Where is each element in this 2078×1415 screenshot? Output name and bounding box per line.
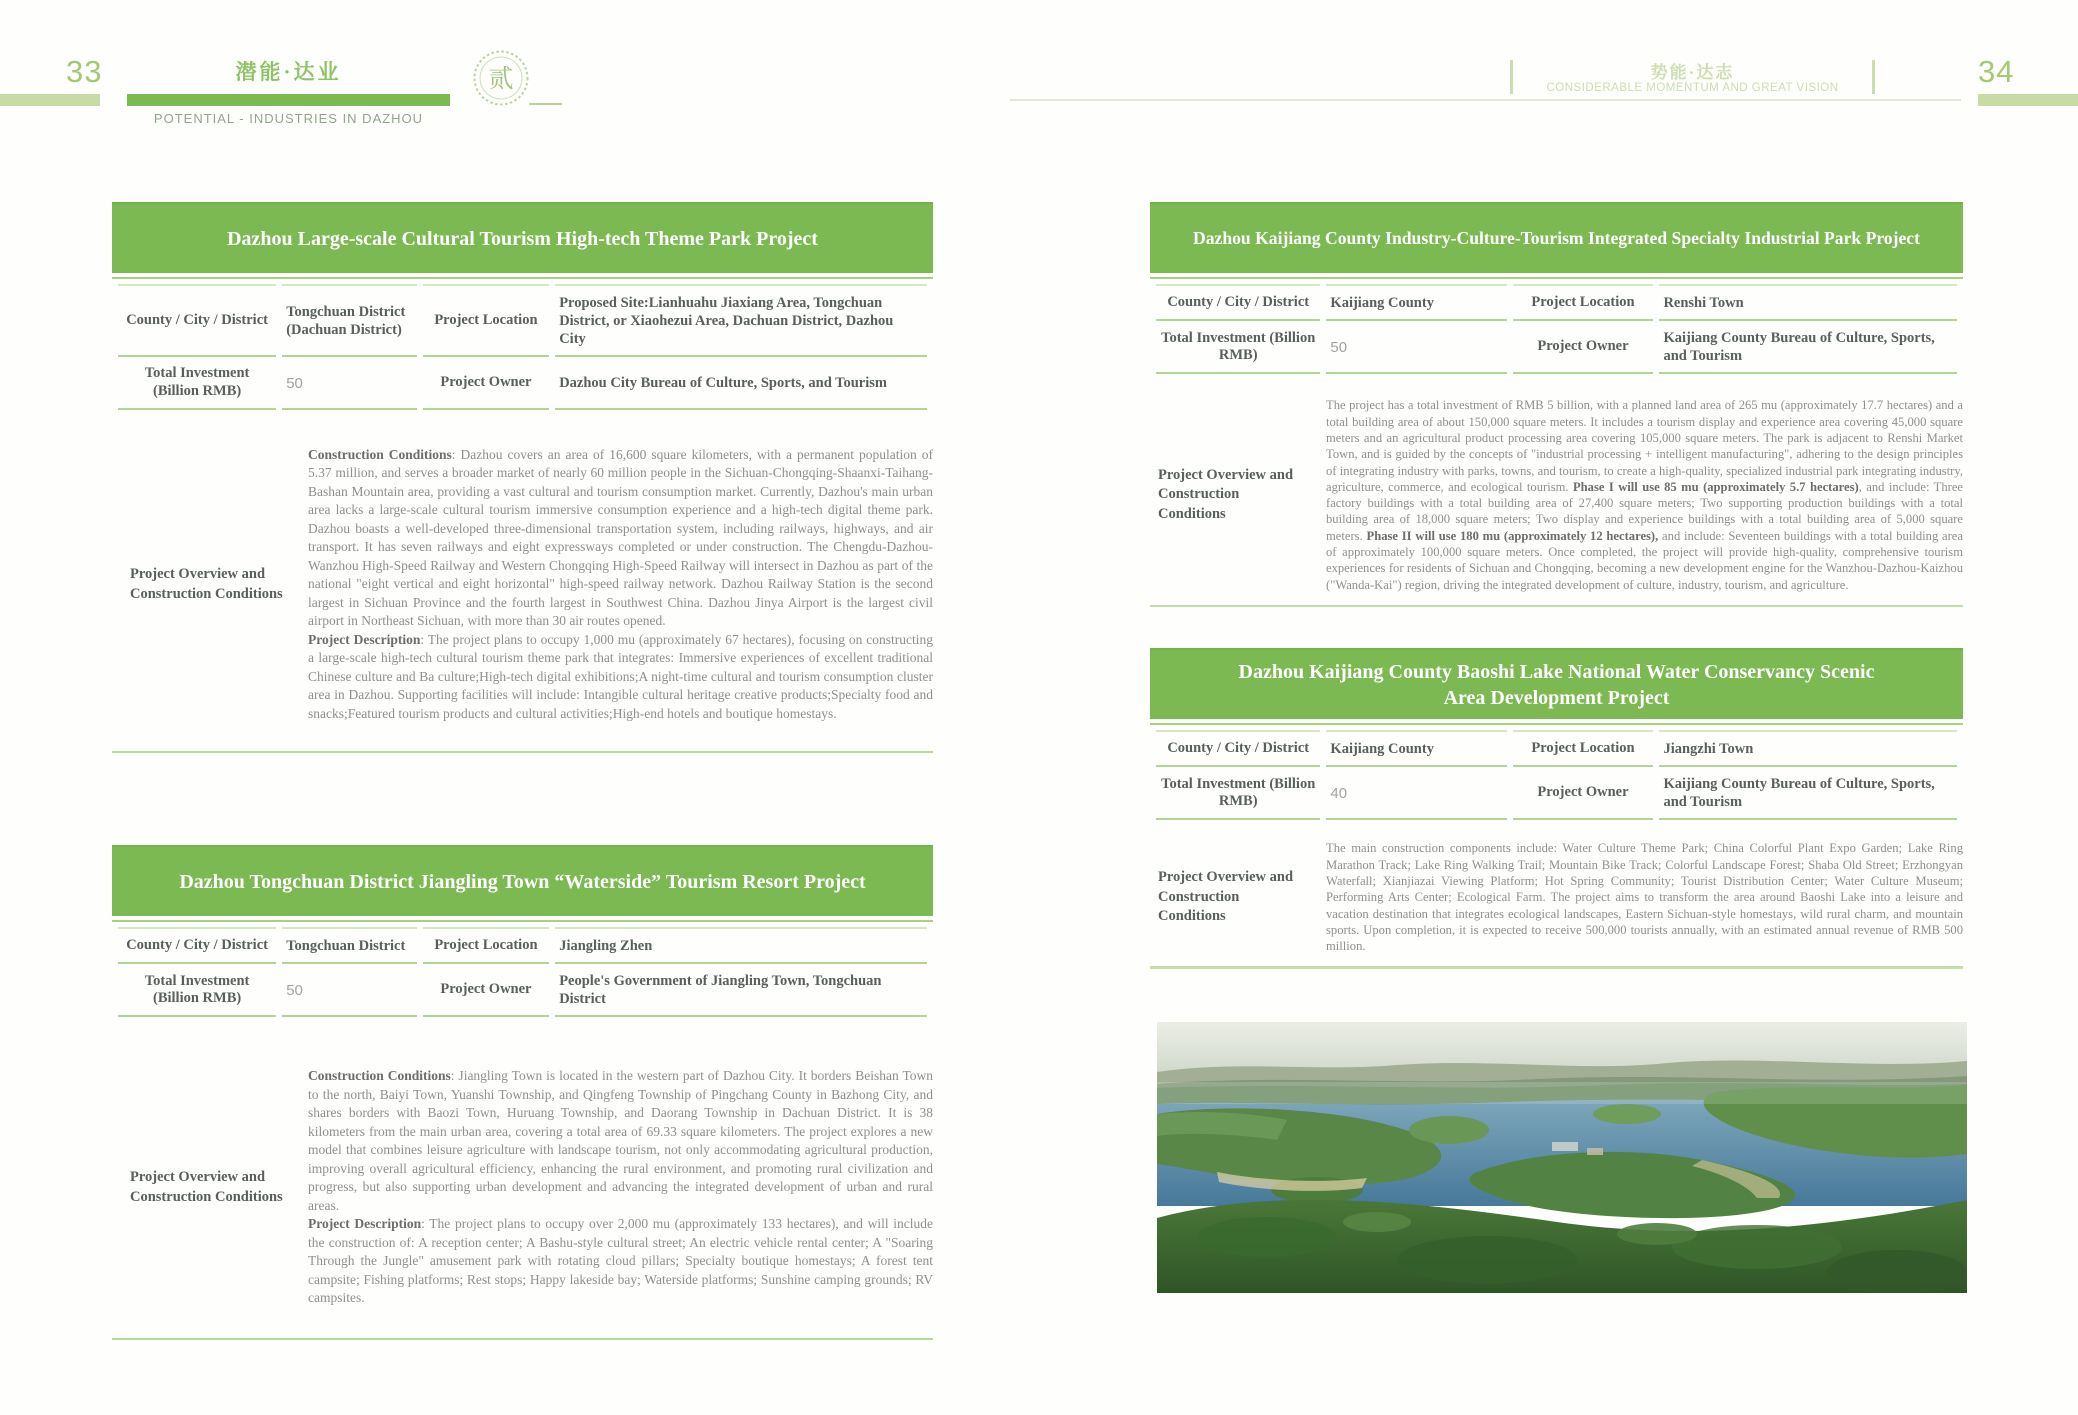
title-underline [112,277,933,279]
cell-location-label: Project Location [423,284,550,357]
cell-investment-value: 50 [282,357,416,409]
overview-text [1326,840,1963,954]
page-number-right: 34 [1978,54,2015,89]
overview-paragraph: The main construction components include: Water Culture Theme Park; China Colorful Plant Expo Garden; Lake Ring Marathon Track; Lake Ring Walking Trail; Mountain Bike Track; Colorful Landscape Forest; Shaba Old Street; Erzhongyan Waterfall; Xianjiazai Viewing Platform; Hot Spring Community; Tourist Distribution Center; Water Culture Museum; Performing Arts Center; Ecological Farm. The project aims to transform the area around Baoshi Lake into a leisure and vacation destination that integrates ecological landscapes, Eastern Sichuan-style homestays, wild rural charm, and mountain sports. Upon completion, it is expected to receive 500,000 tourists annually, with an estimated annual revenue of RMB 500 million. [1326,841,1963,954]
project-title-bar: Dazhou Large-scale Cultural Tourism High-tech Theme Park Project [112,202,933,273]
section-divider [1150,605,1963,607]
project-section [112,845,933,1340]
table-row [1156,284,1957,321]
left-header-bar [127,94,450,106]
cell-investment-label: Total Investment (Billion RMB) [1156,321,1320,374]
cell-county-label: County / City / District [118,927,276,964]
project-title-bar: Dazhou Kaijiang County Baoshi Lake National Water Conservancy Scenic Area Development Project [1150,648,1963,719]
cell-investment-value: 40 [1326,767,1506,820]
overview-paragraph: Construction Conditions: Jiangling Town is located in the western part of Dazhou City. It borders Beishan Town to the north, Baiyi Town, Yuanshi Township, and Qingfeng Township of Pingchang County in Bazhong City, and shares borders with Baozi Town, Huruang Township, and Daorang Township in Dachuan District. It is 38 kilometers from the main urban area, covering a total area of 69.33 square kilometers. The project explores a new model that combines leisure agriculture with landscape tourism, not only accommodating agricultural production, improving overall agricultural efficiency, enhancing the rural environment, and promoting rural civilization and progress, but also supporting urban development and advancing the integrated development of urban and rural areas. [308,1068,933,1213]
section-divider [112,751,933,753]
cell-owner-label: Project Owner [1513,321,1654,374]
seal-character: 贰 [488,66,514,93]
cell-owner-label: Project Owner [423,964,550,1017]
overview-row [112,1067,933,1308]
cell-county-value: Tongchuan District (Dachuan District) [282,284,416,357]
cell-investment-label: Total Investment (Billion RMB) [118,357,276,409]
overview-row [112,446,933,724]
cell-county-value: Kaijiang County [1326,284,1506,321]
table-row [118,284,927,357]
overview-label: Project Overview and Construction Conditions [130,565,283,602]
table-row [1156,730,1957,767]
overview-row [1150,397,1963,593]
overview-paragraph: Project Description: The project plans to occupy over 2,000 mu (approximately 133 hectares), and will include the construction of: A reception center; A Bashu-style cultural street; An electric vehicle rental center; A "Soaring Through the Jungle" amusement park with rotating cloud pillars; Specialty boutique homestays; A forest tent campsite; Fishing platforms; Rest stops; Happy lakeside bay; Waterside platforms; Sunshine camping grounds; RV campsites. [308,1216,933,1306]
right-header-right-tick [1872,60,1875,94]
right-header-title-zh: 势能·达志 [1650,63,1735,82]
cell-location-value: Jiangzhi Town [1659,730,1957,767]
table-row [118,357,927,409]
page-number-left: 33 [66,54,103,89]
table-row [1156,321,1957,374]
cell-county-label: County / City / District [1156,730,1320,767]
cell-location-label: Project Location [423,927,550,964]
cell-owner-label: Project Owner [1513,767,1654,820]
project-section [1150,648,1963,969]
cell-location-label: Project Location [1513,730,1654,767]
cell-location-label: Project Location [1513,284,1654,321]
overview-label: Project Overview and Construction Conditions [1158,466,1294,522]
overview-label: Project Overview and Construction Conditions [130,1169,283,1205]
left-header-title-zh: 潜能·达业 [235,60,342,84]
cell-county-value: Kaijiang County [1326,730,1506,767]
title-underline [1150,277,1963,279]
cell-owner-value: Kaijiang County Bureau of Culture, Sports, and Tourism [1659,321,1957,374]
cell-owner-label: Project Owner [423,357,550,409]
project-info-table [112,284,933,410]
project-info-table [1150,284,1963,374]
project-title-bar: Dazhou Kaijiang County Industry-Culture-Tourism Integrated Specialty Industrial Park Project [1150,202,1963,273]
cell-owner-value: Dazhou City Bureau of Culture, Sports, and Tourism [555,357,927,409]
project-section [112,202,933,753]
project-info-table [112,927,933,1017]
project-info-table [1150,730,1963,820]
cell-location-value: Jiangling Zhen [555,927,927,964]
baoshi-lake-aerial-photo [1157,1022,1967,1293]
overview-paragraph: The project has a total investment of RMB 5 billion, with a planned land area of 265 mu (approximately 17.7 hectares) and a total building area of about 150,000 square meters. It includes a tourism display and experience area covering 45,000 square meters and an agricultural product processing area covering 105,000 square meters. The park is adjacent to Renshi Market Town, and is guided by the concepts of "industrial processing + intelligent manufacturing", adhering to the design principles of integrating industry with parks, towns, and tourism, to create a high-quality, specialized industrial park integrating industry, agriculture, commerce, and ecological tourism. Phase I will use 85 mu (approximately 5.7 hectares), and include: Three factory buildings with a total building area of 27,400 square meters; Two supporting production buildings with a total building area of 18,000 square meters; Two display and experience buildings with a total building area of 5,000 square meters. Phase II will use 180 mu (approximately 12 hectares), and include: Seventeen buildings with a total building area of approximately 100,000 square meters. Once completed, the project will provide high-quality, comprehensive tourism experiences for residents of Sichuan and Chongqing, becoming a new development engine for the Wanzhou-Dazhou-Kaizhou ("Wanda-Kai") region, driving the integrated development of culture, industry, tourism, and agriculture. [1326,398,1964,592]
overview-label: Project Overview and Construction Conditions [1158,869,1294,925]
title-underline [112,920,933,922]
left-header-subtitle-en: POTENTIAL - INDUSTRIES IN DAZHOU [153,111,424,126]
table-row [118,927,927,964]
table-row [118,964,927,1017]
cell-county-label: County / City / District [1156,284,1320,321]
overview-text [308,446,933,724]
section-divider [112,1338,933,1340]
cell-owner-value: People's Government of Jiangling Town, Tongchuan District [555,964,927,1017]
overview-paragraph: Project Description: The project plans to occupy 1,000 mu (approximately 67 hectares), focusing on constructing a large-scale high-tech cultural tourism theme park that integrates: Immersive experiences of excellent traditional Chinese culture and Ba culture;High-tech digital exhibitions;A night-time cultural and tourism consumption cluster area in Dazhou. Supporting facilities will include: Intangible cultural heritage creative products;Specialty food and snacks;Featured tourism products and cultural activities;High-end hotels and boutique homestays. [308,631,934,721]
overview-text [308,1067,933,1308]
overview-paragraph: Construction Conditions: Dazhou covers an area of 16,600 square kilometers, with a permanent population of 5.37 million, and serves a broader market of nearly 60 million people in the Sichuan-Chongqing-Shaanxi-Taihang-Bashan Mountain area, providing a vast cultural and tourism consumption market. Currently, Dazhou's main urban area lacks a large-scale cultural tourism immersive consumption experience and a high-tech digital theme park. Dazhou boasts a well-developed three-dimensional transportation system, including railways, highways, and air transport. It has seven railways and eight expressways completed or under construction. The Chengdu-Dazhou-Wanzhou High-Speed Railway and Western Chongqing High-Speed Railway will intersect in Dazhou as part of the national "eight vertical and eight horizontal" high-speed railway network. Dazhou Railway Station is the second largest in Sichuan Province and the fourth largest in Southwest China. Dazhou Jinya Airport is the largest civil airport in Northeast Sichuan, with more than 30 air routes opened. [308,446,933,629]
cell-investment-label: Total Investment (Billion RMB) [1156,767,1320,820]
section-divider [1150,966,1963,969]
cell-investment-label: Total Investment (Billion RMB) [118,964,276,1017]
cell-location-value: Proposed Site:Lianhuahu Jiaxiang Area, Tongchuan District, or Xiaohezui Area, Dachuan District, Dazhou City [555,284,927,357]
cell-county-value: Tongchuan District [282,927,416,964]
right-header-rule [1010,99,1961,101]
cell-investment-value: 50 [282,964,416,1017]
right-edge-bar [1978,94,2078,106]
project-title-bar: Dazhou Tongchuan District Jiangling Town “Waterside” Tourism Resort Project [112,845,933,916]
table-row [1156,767,1957,820]
seal-rule [529,103,562,105]
overview-row [1150,840,1963,954]
overview-text [1326,397,1963,593]
title-underline [1150,723,1963,725]
left-edge-bar [0,94,100,106]
cell-county-label: County / City / District [118,284,276,357]
project-section [1150,202,1963,607]
chapter-seal-icon [472,49,530,112]
cell-location-value: Renshi Town [1659,284,1957,321]
right-header-subtitle-en: CONSIDERABLE MOMENTUM AND GREAT VISION [1546,82,1839,94]
cell-investment-value: 50 [1326,321,1506,374]
cell-owner-value: Kaijiang County Bureau of Culture, Sports, and Tourism [1659,767,1957,820]
